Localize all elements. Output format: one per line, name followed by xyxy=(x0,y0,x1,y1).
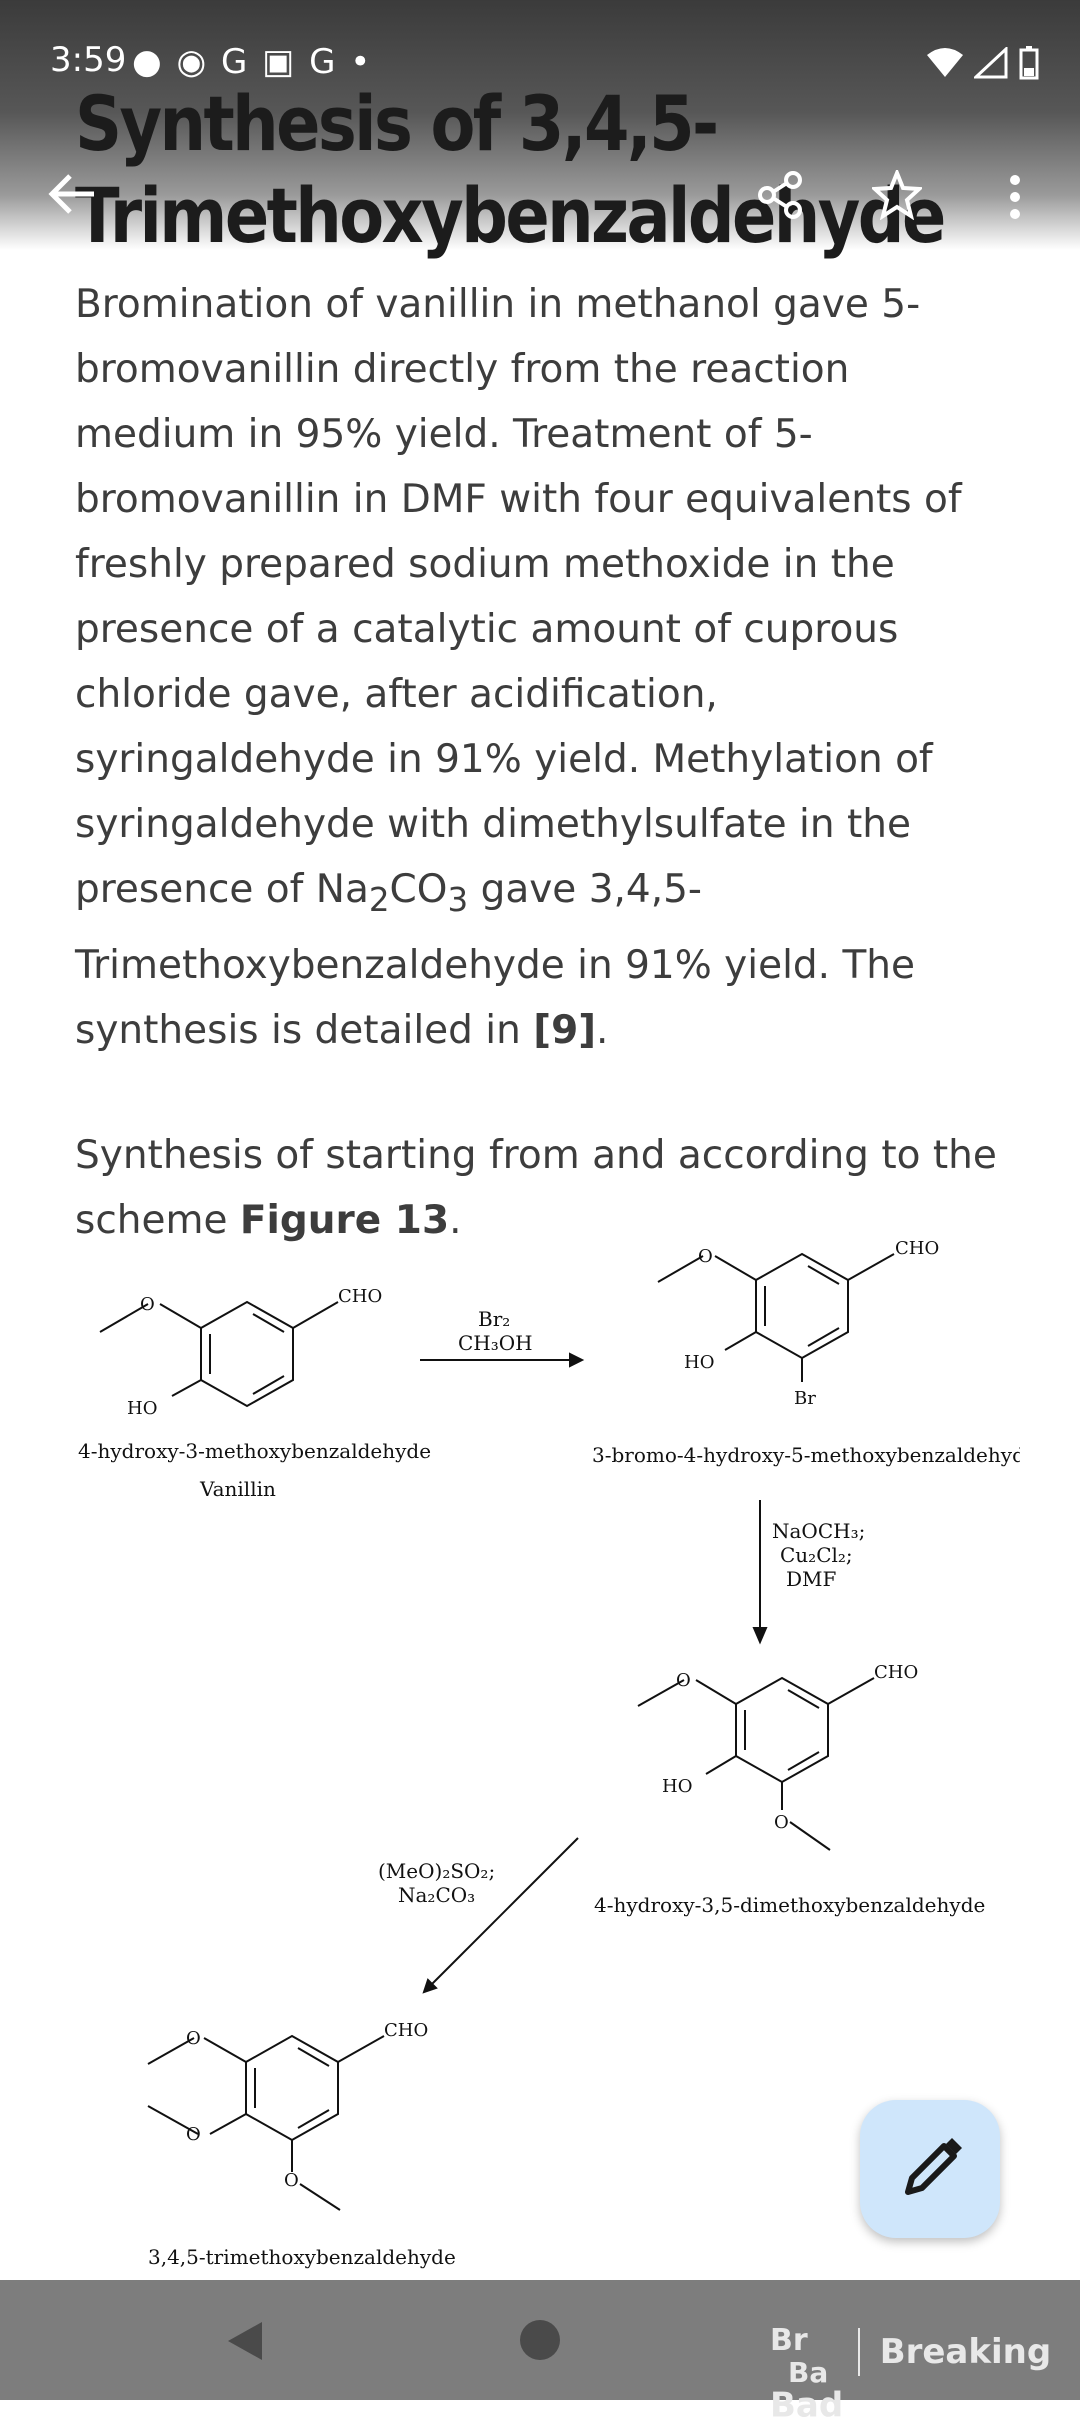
nav-home-icon[interactable] xyxy=(518,2318,562,2362)
label-o: O xyxy=(698,1246,713,1267)
paragraph-1-text: gave 3,4,5-Trimethoxybenzaldehyde in 91% yield. The synthesis is detailed in xyxy=(75,867,916,1053)
article-body xyxy=(75,272,1005,1253)
paragraph-1-text: . xyxy=(596,1007,609,1053)
app-bar xyxy=(0,150,1080,250)
vanillin-name: 4-hydroxy-3-methoxybenzaldehyde xyxy=(78,1439,432,1463)
whatsapp-icon: ◉ xyxy=(176,42,209,82)
reagent-methanol: CH₃OH xyxy=(458,1331,533,1355)
trimethoxybenzaldehyde-structure xyxy=(148,2036,384,2210)
label-o: O xyxy=(186,2028,201,2049)
reagent-naoch3: NaOCH₃; xyxy=(772,1519,866,1543)
chat-icon: ● xyxy=(132,42,164,82)
paragraph-1-text: Bromination of vanillin in methanol gave 5-bromovanillin directly from the reaction medium in 95% yield. Treatment of 5-bromovanillin in DMF with four equivalents of freshly prepared sodium methoxide in the presence of a catalytic amount of cuprous chloride gave, after acidification, syringaldehyde in 91% yield. Methylation of syringaldehyde with dimethylsulfate in the presence of Na xyxy=(75,282,962,912)
breaking-bad-logo-icon xyxy=(770,2320,838,2384)
reference-link[interactable]: [9] xyxy=(533,1007,597,1053)
reagent-br2: Br₂ xyxy=(478,1307,511,1331)
vanillin-structure xyxy=(100,1302,338,1406)
reagent-na2co3: Na₂CO₃ xyxy=(398,1883,476,1907)
label-cho: CHO xyxy=(874,1662,919,1683)
subscript: 3 xyxy=(447,880,469,919)
subscript: 2 xyxy=(368,880,390,919)
paragraph-1-text: CO xyxy=(389,867,448,912)
reagent-cu2cl2: Cu₂Cl₂; xyxy=(780,1543,853,1567)
label-cho: CHO xyxy=(338,1286,383,1307)
label-cho: CHO xyxy=(384,2020,429,2041)
pencil-icon xyxy=(860,2100,1000,2238)
label-ho: HO xyxy=(684,1352,715,1373)
bromovanillin-name: 3-bromo-4-hydroxy-5-methoxybenzaldehyde xyxy=(592,1443,1020,1467)
g-icon: G xyxy=(309,42,338,82)
label-o: O xyxy=(774,1812,789,1833)
paragraph-2-text: . xyxy=(449,1197,462,1243)
status-bar xyxy=(0,0,1080,120)
battery-icon xyxy=(1018,46,1040,80)
reagent-dimethylsulfate: (MeO)₂SO₂; xyxy=(378,1859,496,1883)
arrow-left-icon[interactable] xyxy=(48,172,96,216)
wifi-icon xyxy=(926,47,964,79)
notification-icons xyxy=(132,42,372,82)
screenshot-icon: ▣ xyxy=(262,42,297,82)
more-notifications-icon: • xyxy=(350,42,373,82)
nav-back-icon[interactable] xyxy=(222,2318,266,2364)
system-icons xyxy=(926,42,1040,80)
label-o: O xyxy=(186,2124,201,2145)
paragraph-1 xyxy=(75,272,1005,1063)
label-o: O xyxy=(676,1670,691,1691)
more-vertical-icon[interactable] xyxy=(1005,174,1025,220)
star-icon[interactable] xyxy=(872,170,922,220)
reagent-dmf: DMF xyxy=(786,1567,837,1591)
signal-icon xyxy=(974,47,1008,79)
share-icon[interactable] xyxy=(755,170,805,220)
svg-text:Br: Br xyxy=(770,2323,808,2358)
status-time: 3:59 xyxy=(50,40,127,80)
label-ho: HO xyxy=(662,1776,693,1797)
paragraph-2-text: Synthesis of starting from and according to the scheme xyxy=(75,1132,997,1243)
label-cho: CHO xyxy=(895,1238,940,1259)
edit-fab-button[interactable] xyxy=(860,2100,1000,2238)
trimethoxybenzaldehyde-name: 3,4,5-trimethoxybenzaldehyde xyxy=(148,2245,456,2269)
label-ho: HO xyxy=(127,1398,158,1419)
watermark-text: Breaking Bad xyxy=(770,2332,1052,2426)
breaking-bad-watermark xyxy=(770,2320,1080,2426)
syringaldehyde-structure xyxy=(638,1678,874,1850)
label-o: O xyxy=(140,1294,155,1315)
g-icon: G xyxy=(220,42,250,82)
svg-text:Ba: Ba xyxy=(788,2356,829,2384)
label-o: O xyxy=(284,2170,299,2191)
figure-link[interactable]: Figure 13 xyxy=(239,1197,450,1243)
label-br: Br xyxy=(794,1388,816,1409)
syringaldehyde-name: 4-hydroxy-3,5-dimethoxybenzaldehyde xyxy=(594,1893,986,1917)
article-title: Synthesis of 3,4,5-Trimethoxybenzaldehyde xyxy=(75,80,944,260)
vanillin-common-name: Vanillin xyxy=(200,1477,276,1501)
